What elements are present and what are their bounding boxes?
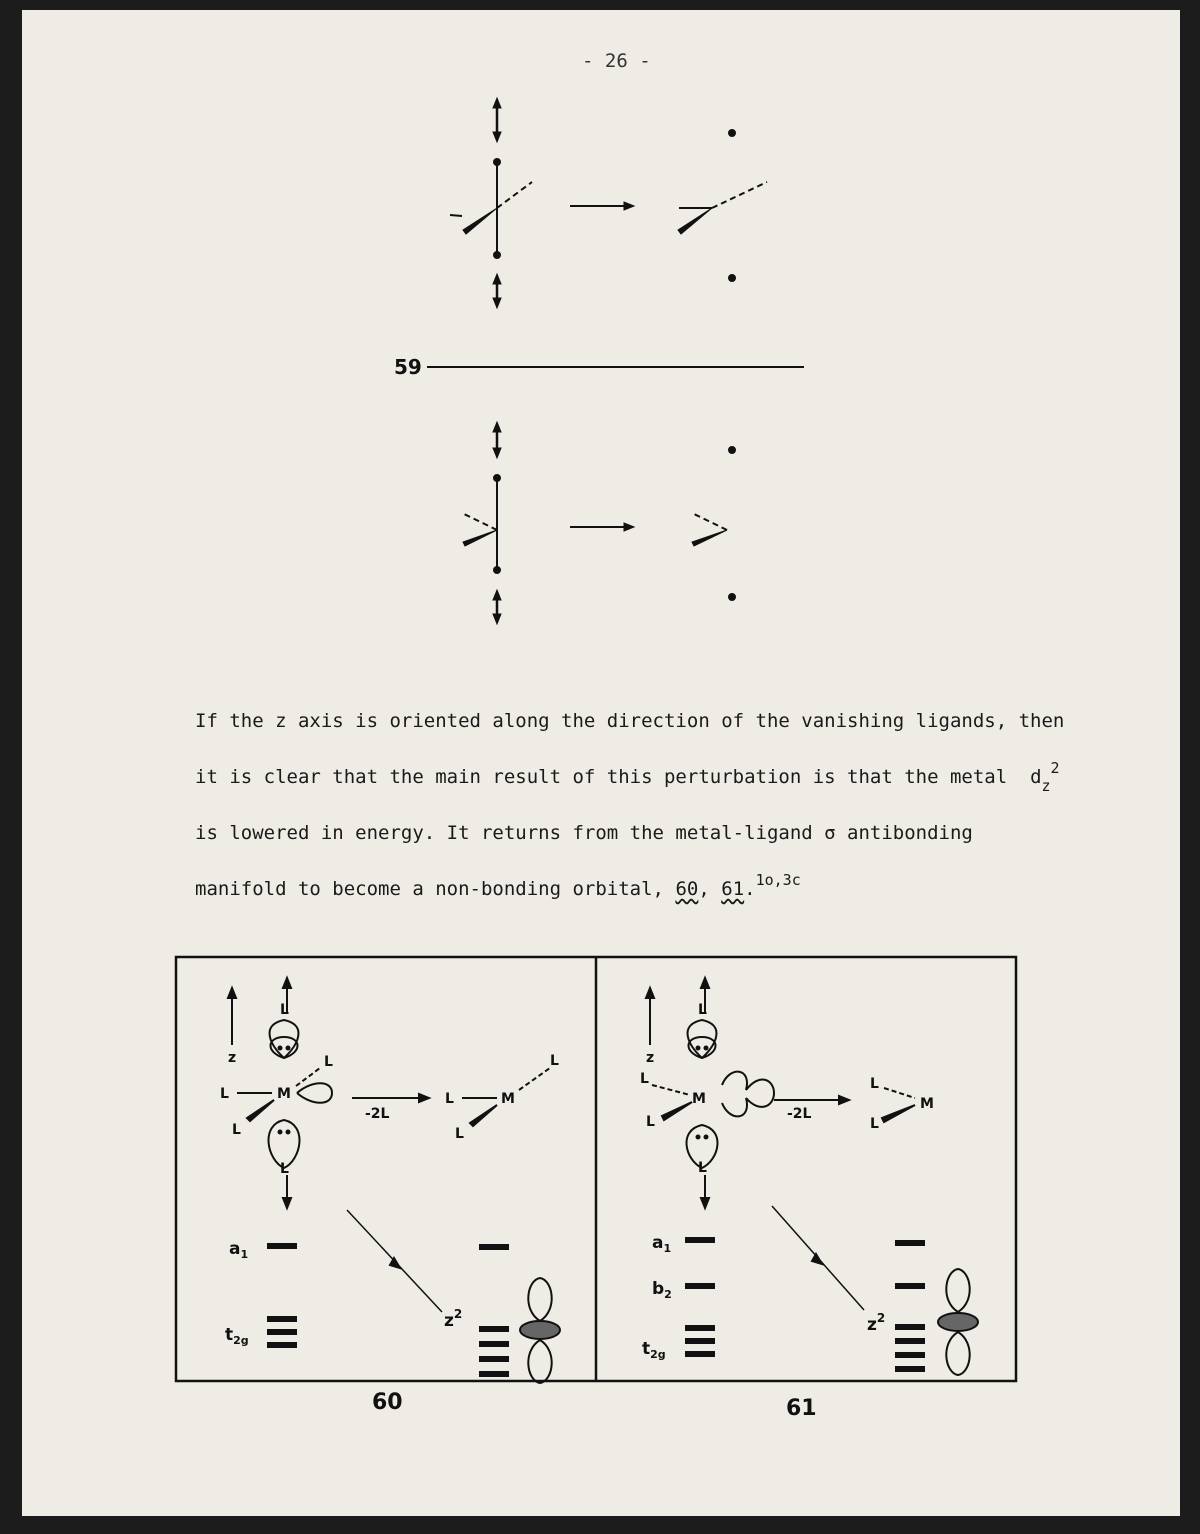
period: . [744, 878, 756, 900]
scheme-label: 59 [394, 355, 422, 379]
left-z2-label: $z^2$ [444, 1307, 463, 1331]
right-product-ligand-dashed: L [870, 1076, 879, 1092]
left-reaction-label: -2L [365, 1106, 390, 1122]
right-level-b2: $b_2$ [652, 1279, 672, 1301]
right-reaction-label: -2L [787, 1106, 812, 1122]
right-level-t2g: $t_{2g}$ [642, 1339, 666, 1361]
dz2-symbol: d [1030, 766, 1042, 788]
right-ligand-wedge: L [646, 1114, 655, 1130]
right-z2-label: $z^2$ [867, 1311, 886, 1335]
right-axis-label: z [646, 1050, 655, 1066]
citation: 1o,3c [755, 871, 801, 889]
dz2-superscript: 2 [1050, 759, 1060, 777]
reference-61: 61 [721, 878, 745, 900]
left-ligand-top: L [280, 1002, 289, 1018]
left-product-ligand-right: L [550, 1053, 559, 1069]
paragraph-line-3: is lowered in energy. It returns from the metal-ligand σ antibonding [195, 822, 973, 844]
right-product-ligand-wedge: L [870, 1116, 879, 1132]
left-ligand-upper-right: L [324, 1054, 333, 1070]
right-metal: M [692, 1091, 706, 1107]
caption-60: 60 [372, 1390, 403, 1415]
paragraph-line-1: If the z axis is oriented along the direction of the vanishing ligands, then [195, 710, 1065, 732]
left-level-t2g: $t_{2g}$ [225, 1325, 249, 1347]
left-metal: M [277, 1086, 291, 1102]
left-axis-label: z [228, 1050, 237, 1066]
left-product-ligand-wedge: L [455, 1126, 464, 1142]
reference-60: 60 [675, 878, 699, 900]
document-page [22, 10, 1180, 1516]
left-ligand-bottom: L [280, 1161, 289, 1177]
paragraph-line-2-text: it is clear that the main result of this perturbation is that the metal [195, 766, 1008, 788]
left-product-metal: M [501, 1091, 515, 1107]
right-product-metal: M [920, 1096, 934, 1112]
right-level-a1: $a_1$ [652, 1233, 672, 1255]
paragraph-line-4-text: manifold to become a non-bonding orbital, [195, 878, 664, 900]
left-ligand-left: L [220, 1086, 229, 1102]
left-level-a1: $a_1$ [229, 1239, 249, 1261]
caption-61: 61 [786, 1396, 817, 1421]
page-number: - 26 - [582, 50, 651, 72]
right-ligand-dashed: L [640, 1071, 649, 1087]
figure-box [22, 10, 1180, 1516]
left-product-ligand-left: L [445, 1091, 454, 1107]
comma: , [698, 878, 710, 900]
right-ligand-bottom: L [698, 1160, 707, 1176]
right-ligand-top: L [698, 1002, 707, 1018]
dz2-subscript: z [1041, 777, 1051, 795]
left-ligand-wedge: L [232, 1122, 241, 1138]
